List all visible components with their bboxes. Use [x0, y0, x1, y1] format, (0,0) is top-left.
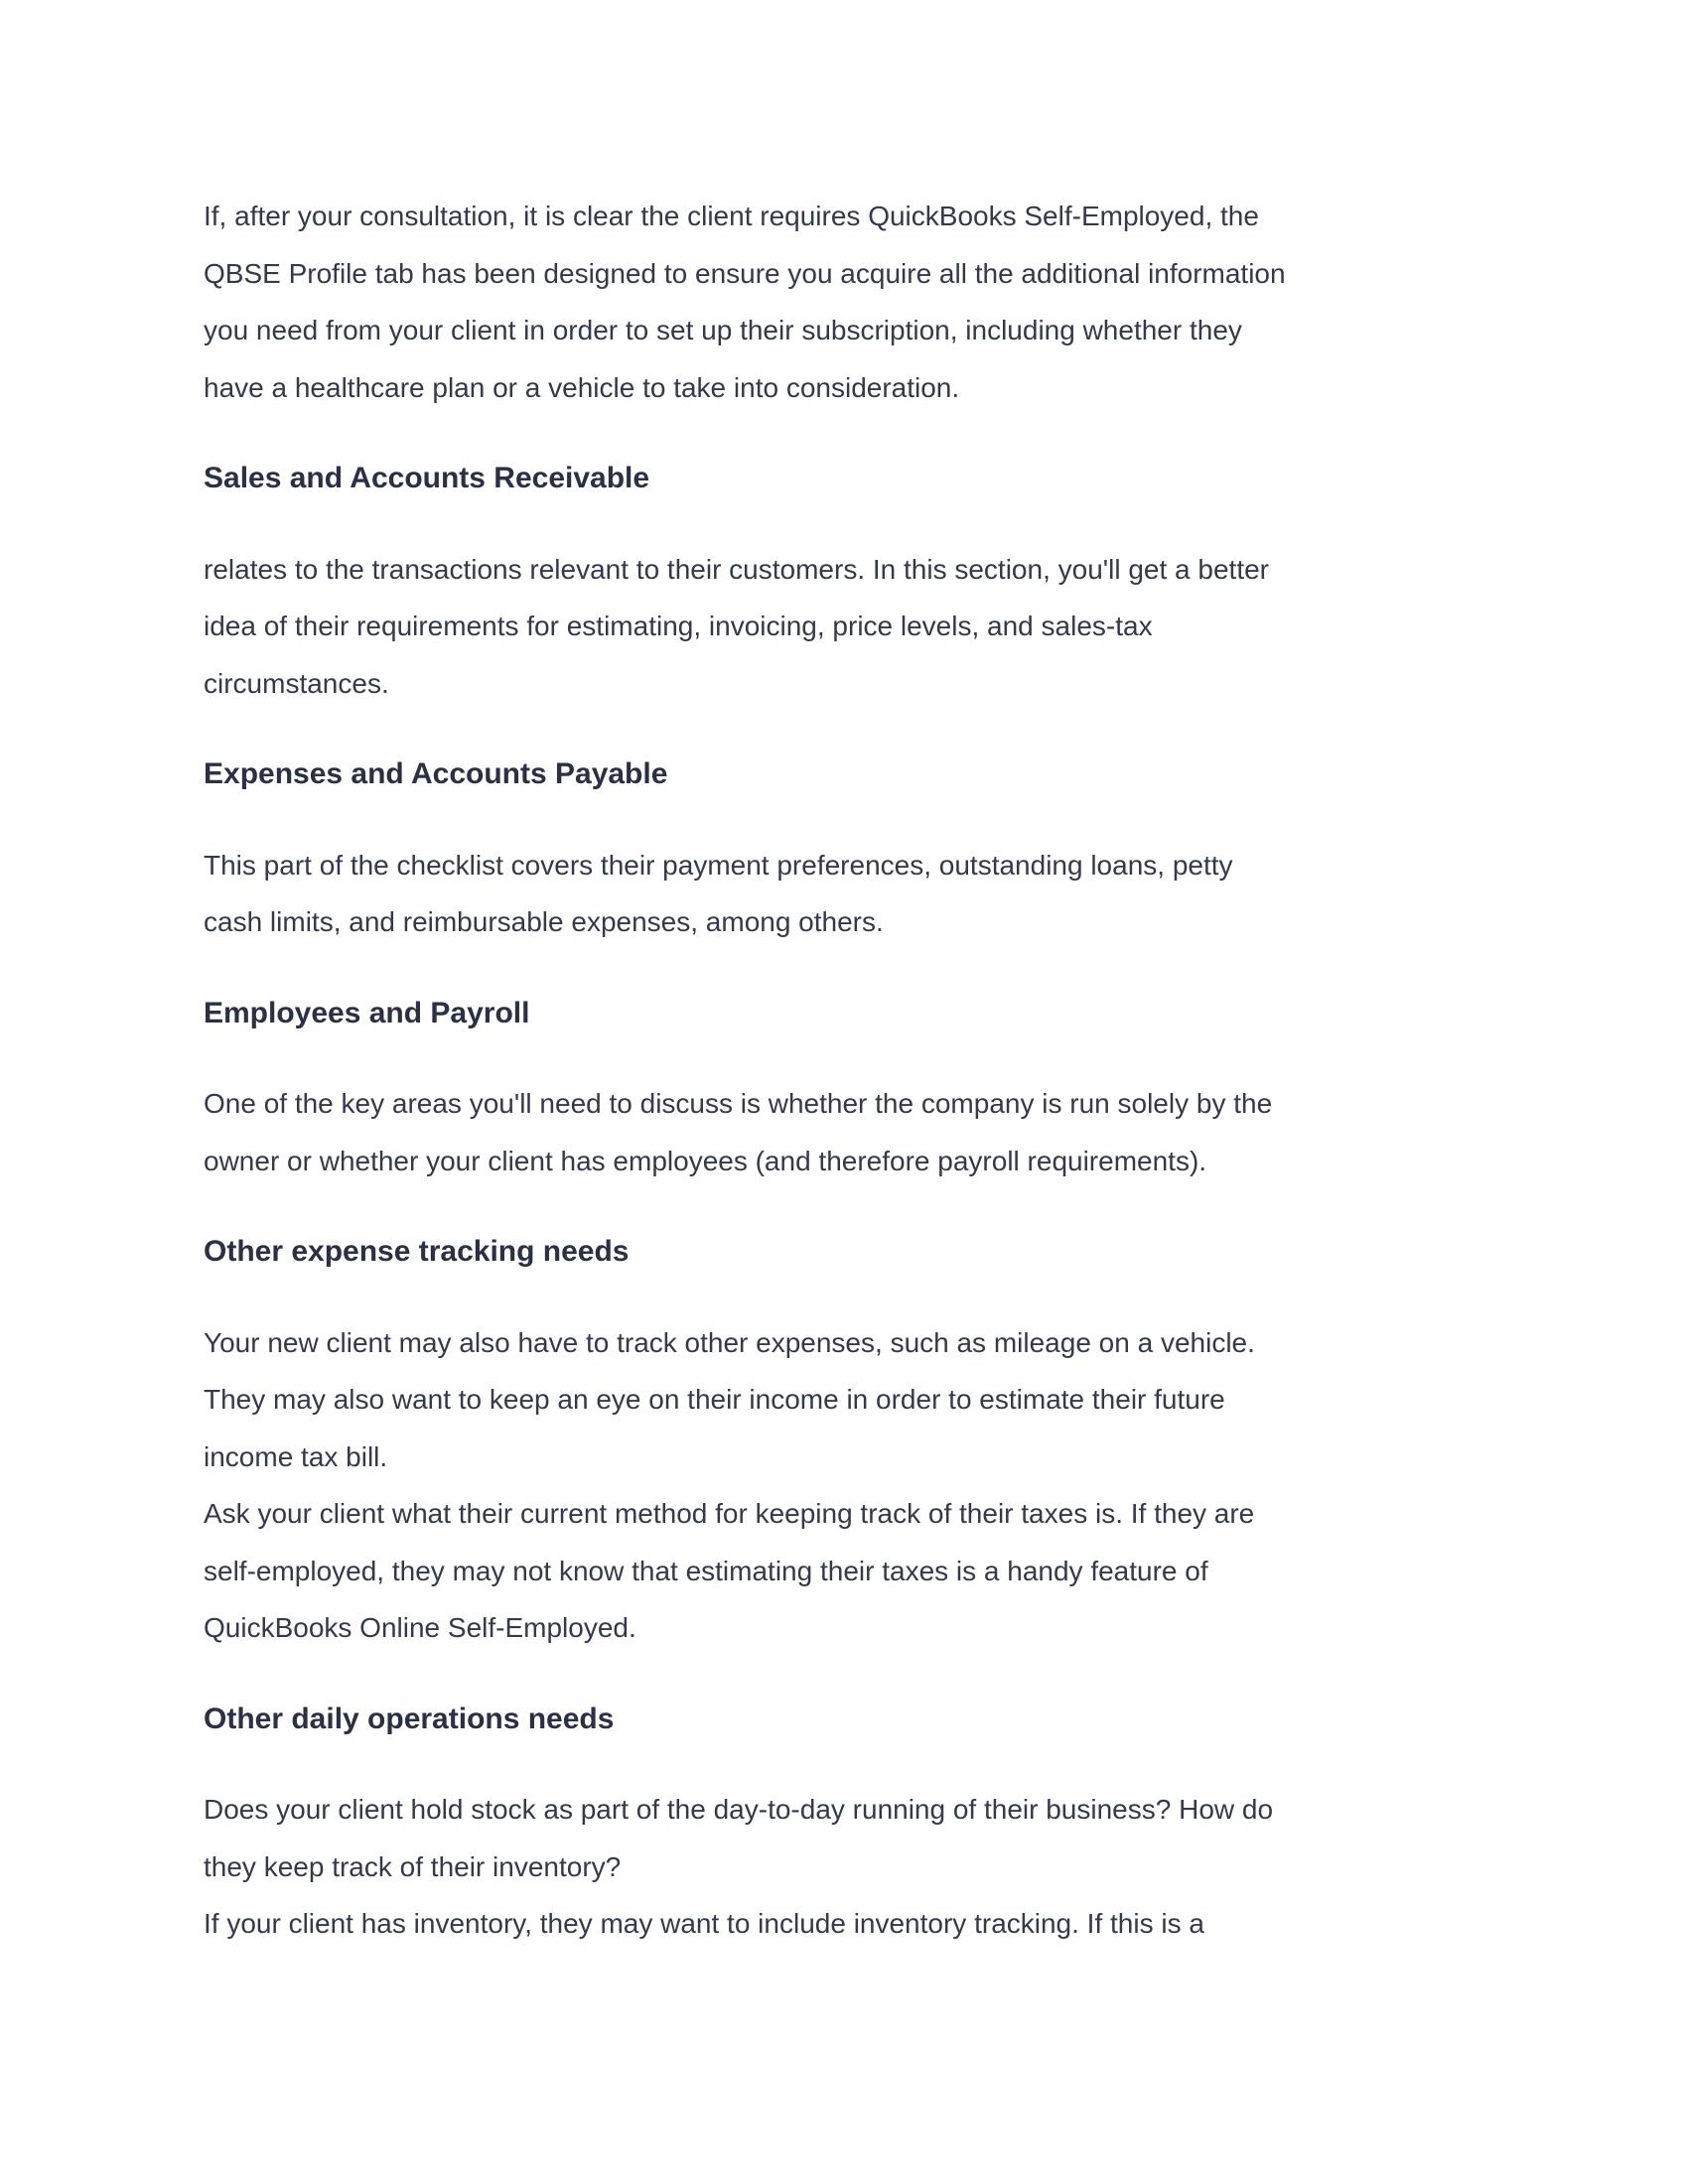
paragraph-line: This part of the checklist covers their payment preferences, outstanding loans, petty [204, 849, 1233, 881]
paragraph-line: If your client has inventory, they may want to include inventory tracking. If this is a [204, 1908, 1204, 1939]
paragraph [204, 1314, 1494, 1657]
paragraph-line: Your new client may also have to track other expenses, such as mileage on a vehicle. [204, 1326, 1255, 1358]
paragraph [204, 1781, 1494, 1953]
paragraph [204, 1075, 1494, 1189]
paragraph-line: Does your client hold stock as part of the day-to-day running of their business? How do [204, 1794, 1274, 1825]
paragraph-line: One of the key areas you'll need to discuss is whether the company is run solely by the [204, 1088, 1273, 1119]
paragraph [204, 541, 1494, 713]
paragraph-line: self-employed, they may not know that estimating their taxes is a handy feature of [204, 1555, 1208, 1586]
paragraph-line: have a healthcare plan or a vehicle to take into consideration. [204, 371, 960, 403]
paragraph-line: idea of their requirements for estimating, invoicing, price levels, and sales-tax [204, 611, 1153, 641]
section-heading-other-expense-tracking-needs: Other expense tracking needs [204, 1235, 630, 1268]
paragraph-line: They may also want to keep an eye on their income in order to estimate their future [204, 1384, 1225, 1415]
paragraph [204, 188, 1494, 416]
paragraph-line: If, after your consultation, it is clear the client requires QuickBooks Self-Employed, the [204, 201, 1259, 231]
paragraph-line: relates to the transactions relevant to their customers. In this section, you'll get a better [204, 553, 1269, 585]
paragraph-line: income tax bill. [204, 1440, 388, 1472]
paragraph-line: you need from your client in order to set up their subscription, including whether they [204, 315, 1242, 345]
paragraph-line: owner or whether your client has employees (and therefore payroll requirements). [204, 1145, 1207, 1176]
section-heading-other-daily-operations-needs: Other daily operations needs [204, 1702, 615, 1735]
paragraph-line: QBSE Profile tab has been designed to ensure you acquire all the additional information [204, 257, 1286, 289]
paragraph-line: QuickBooks Online Self-Employed. [204, 1612, 636, 1643]
paragraph-line: circumstances. [204, 667, 389, 699]
paragraph-line: cash limits, and reimbursable expenses, among others. [204, 906, 884, 937]
section-heading-sales-and-accounts-receivable: Sales and Accounts Receivable [204, 462, 650, 494]
paragraph-line: Ask your client what their current method for keeping track of their taxes is. If they are [204, 1498, 1255, 1529]
paragraph-line: they keep track of their inventory? [204, 1850, 622, 1882]
paragraph [204, 837, 1494, 951]
section-heading-expenses-and-accounts-payable: Expenses and Accounts Payable [204, 757, 668, 790]
section-heading-employees-and-payroll: Employees and Payroll [204, 996, 530, 1029]
